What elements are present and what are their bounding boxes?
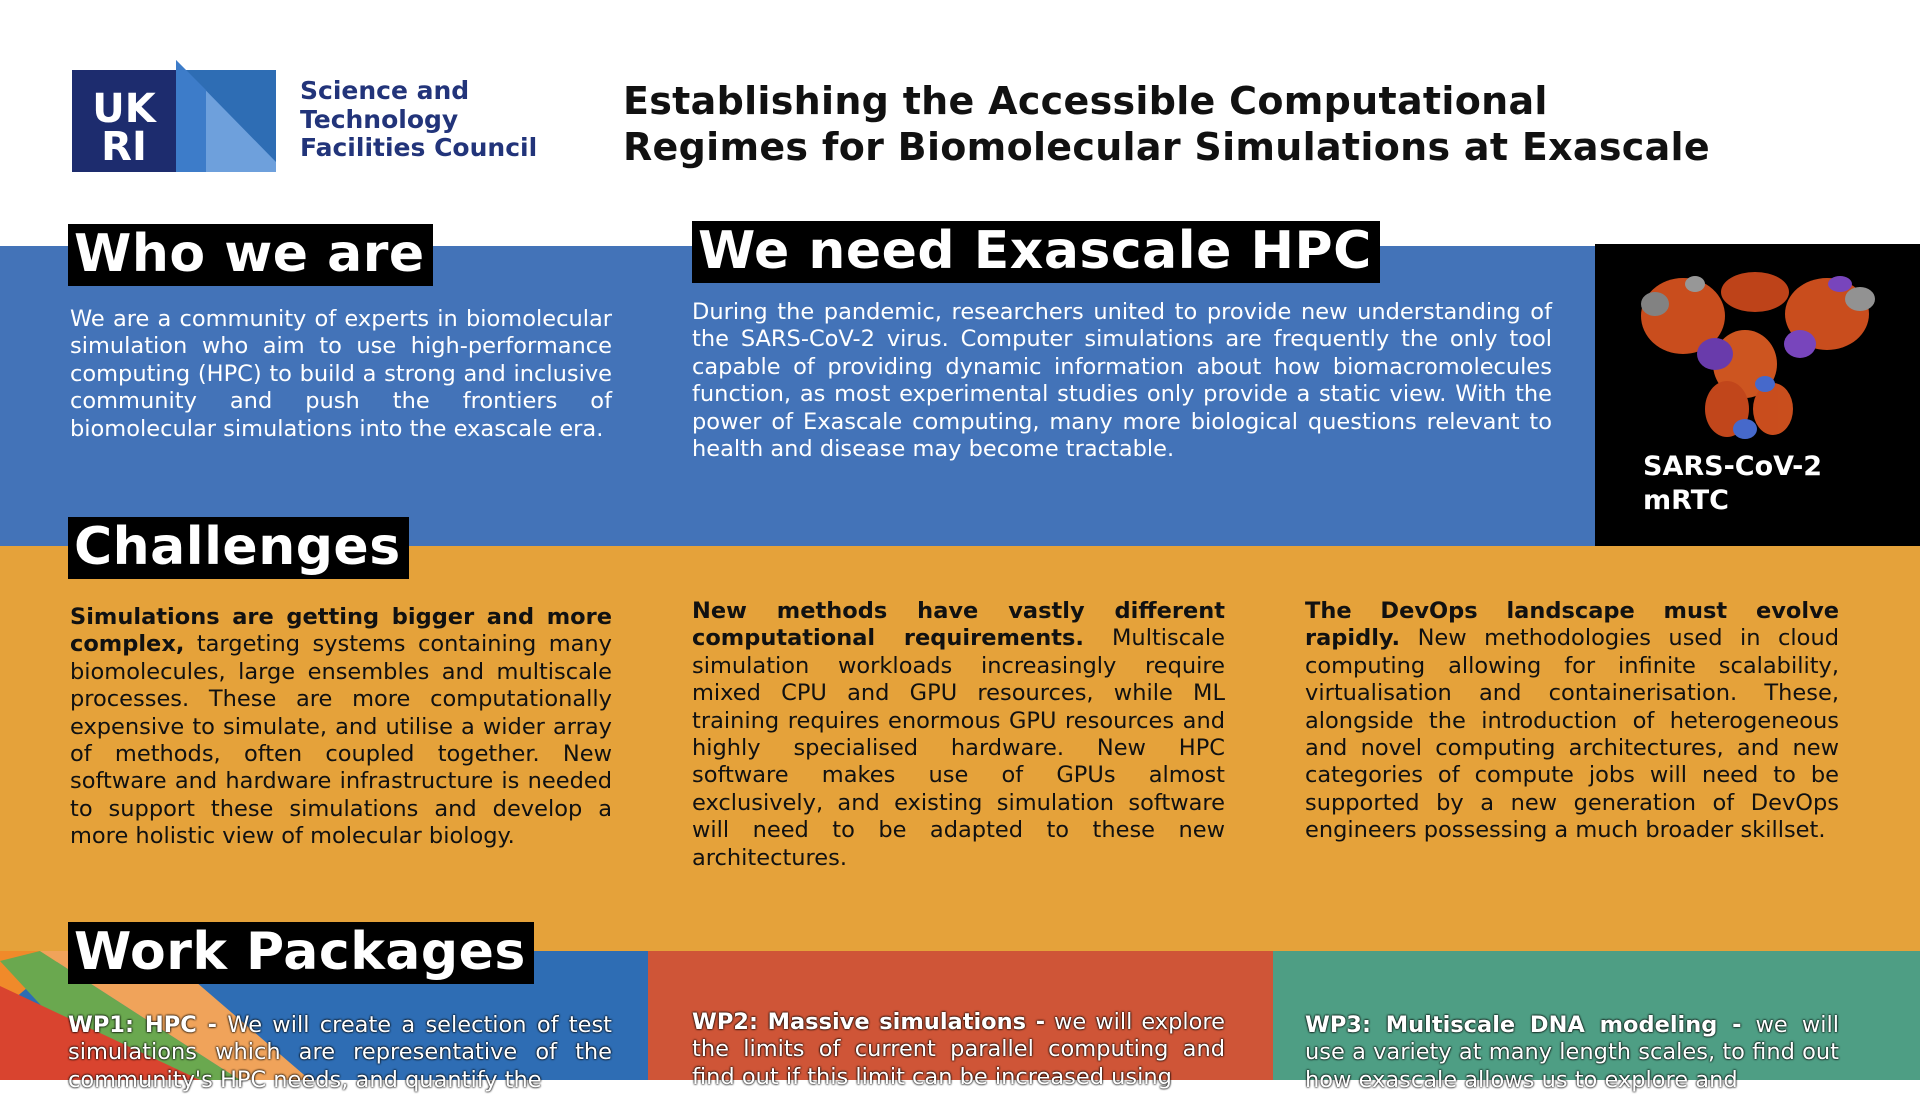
protein-structure-image xyxy=(1595,244,1920,444)
challenge-3-text: New methodologies used in cloud computing allowing for infinite scalability, virtualisation and containerisation. These, alongside the introduction of heterogeneous and novel computing architectures, and new categories of compute jobs will need to be supported by a new generation of DevOps engineers possessing a much broader skillset. xyxy=(1305,625,1839,844)
virus-figure xyxy=(1595,244,1920,546)
challenges-heading: Challenges xyxy=(68,517,409,579)
wp1-lead: WP1: HPC - xyxy=(68,1012,218,1038)
challenge-column-2 xyxy=(692,598,1225,872)
poster-title-line-2: Regimes for Biomolecular Simulations at Exascale xyxy=(623,125,1710,169)
who-we-are-heading: Who we are xyxy=(68,224,433,286)
challenge-1-text: targeting systems containing many biomolecules, large ensembles and multiscale processes. These are more computationally expensive to simulate, and utilise a wider array of methods, often coupled together. New software and hardware infrastructure is needed to support these simulations and develop a more holistic view of molecular biology. xyxy=(70,631,612,850)
who-we-are-text: We are a community of experts in biomolecular simulation who aim to use high-performance computing (HPC) to build a strong and inclusive community and push the frontiers of biomolecular simulations into the exascale era. xyxy=(70,306,612,442)
exascale-text: During the pandemic, researchers united to provide new understanding of the SARS-CoV-2 virus. Computer simulations are frequently the only tool capable of providing dynamic information about how biomacromolecules function, as most experimental studies only provide a static view. With the power of Exascale computing, many more biological questions relevant to health and disease may become tractable. xyxy=(692,299,1552,463)
exascale-heading: We need Exascale HPC xyxy=(692,221,1380,283)
work-packages-heading: Work Packages xyxy=(68,922,534,984)
org-name-line-2: Technology xyxy=(300,104,459,134)
challenge-3-lead: The DevOps landscape must evolve rapidly. xyxy=(1305,598,1839,652)
wp2-body: we will explore the limits of current parallel computing and find out if this limit can be increased using xyxy=(692,1009,1225,1090)
challenge-2-text: Multiscale simulation workloads increasingly require mixed CPU and GPU resources, while ML training requires enormous GPU resources and highly specialised hardware. New HPC software makes use of GPUs almost exclusively, and existing simulation software will need to be adapted to these new architectures. xyxy=(692,625,1225,871)
challenge-column-1 xyxy=(70,604,612,851)
wp3-text xyxy=(1305,1012,1839,1094)
challenge-2-lead: New methods have vastly different computational requirements. xyxy=(692,598,1225,652)
wp3-lead: WP3: Multiscale DNA modeling - xyxy=(1305,1012,1742,1038)
wp1-text xyxy=(68,1012,612,1094)
org-name-line-3: Facilities Council xyxy=(300,133,538,162)
challenge-column-3 xyxy=(1305,598,1839,845)
poster-title-line-1: Establishing the Accessible Computational xyxy=(623,79,1548,123)
poster-title xyxy=(623,78,1710,170)
figure-label-line-1: SARS-CoV-2 xyxy=(1643,451,1823,482)
wp1-body: We will create a selection of test simulations which are representative of the community's HPC needs, and quantify the xyxy=(68,1012,612,1093)
wp2-text xyxy=(692,1009,1225,1091)
wp3-body: we will use a variety at many length scales, to find out how exascale allows us to explore and xyxy=(1305,1012,1839,1093)
figure-label-line-2: mRTC xyxy=(1643,485,1729,516)
org-name-line-1: Science and xyxy=(300,76,470,105)
ukri-logo xyxy=(72,60,276,172)
challenge-1-lead: Simulations are getting bigger and more complex, xyxy=(70,604,612,658)
ukri-logo-icon xyxy=(72,60,276,172)
svg-text:UK: UK xyxy=(92,86,156,132)
svg-text:RI: RI xyxy=(101,124,147,170)
org-name xyxy=(300,77,537,163)
wp2-lead: WP2: Massive simulations - xyxy=(692,1009,1046,1035)
figure-label xyxy=(1643,450,1822,518)
